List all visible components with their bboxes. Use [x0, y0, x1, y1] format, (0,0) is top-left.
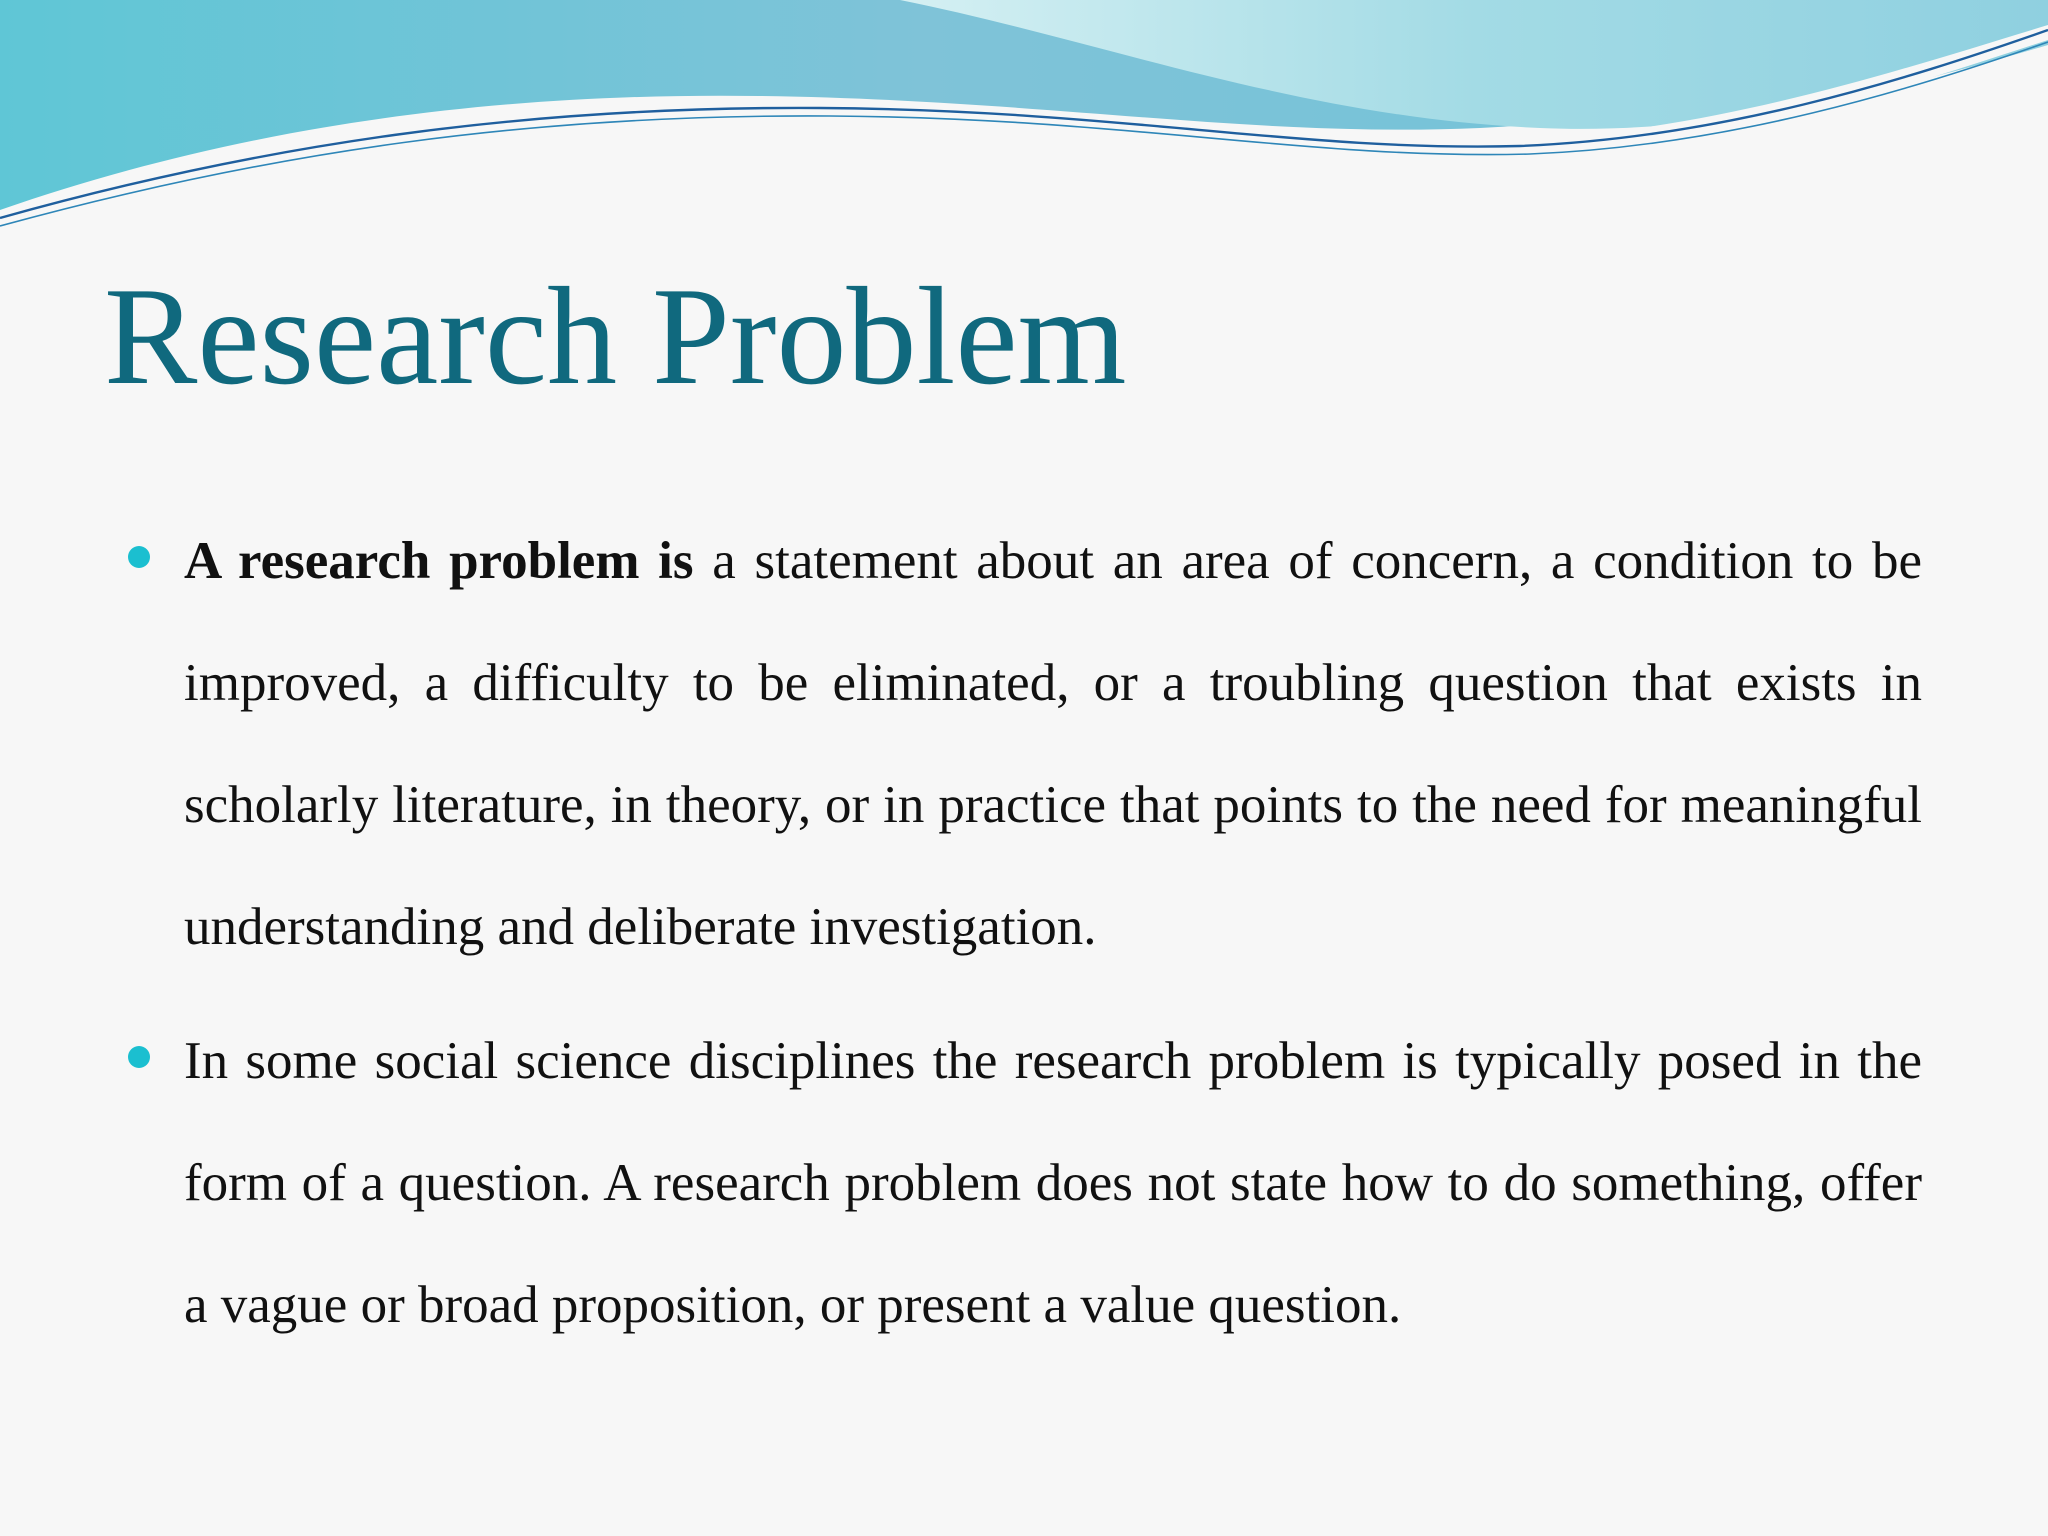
bullet-dot-icon — [128, 1046, 150, 1068]
bullet-list — [184, 500, 1922, 1378]
bullet-text: a statement about an area of concern, a condition to be improved, a difficulty to be eliminated, or a troubling question that exists in scholarly literature, in theory, or in practice that points to the need for meaningful understanding and deliberate investigation. — [184, 532, 1922, 956]
bullet-lead-term: A research problem is — [184, 532, 694, 590]
wave-header-decoration — [0, 0, 2048, 250]
bullet-item-social-science — [184, 1000, 1922, 1366]
bullet-item-definition — [184, 500, 1922, 988]
bullet-dot-icon — [128, 546, 150, 568]
bullet-text: In some social science disciplines the research problem is typically posed in the form of a question. A research problem does not state how to do something, offer a vague or broad proposition, or present a value question. — [184, 1032, 1922, 1334]
slide-title: Research Problem — [104, 259, 1127, 414]
